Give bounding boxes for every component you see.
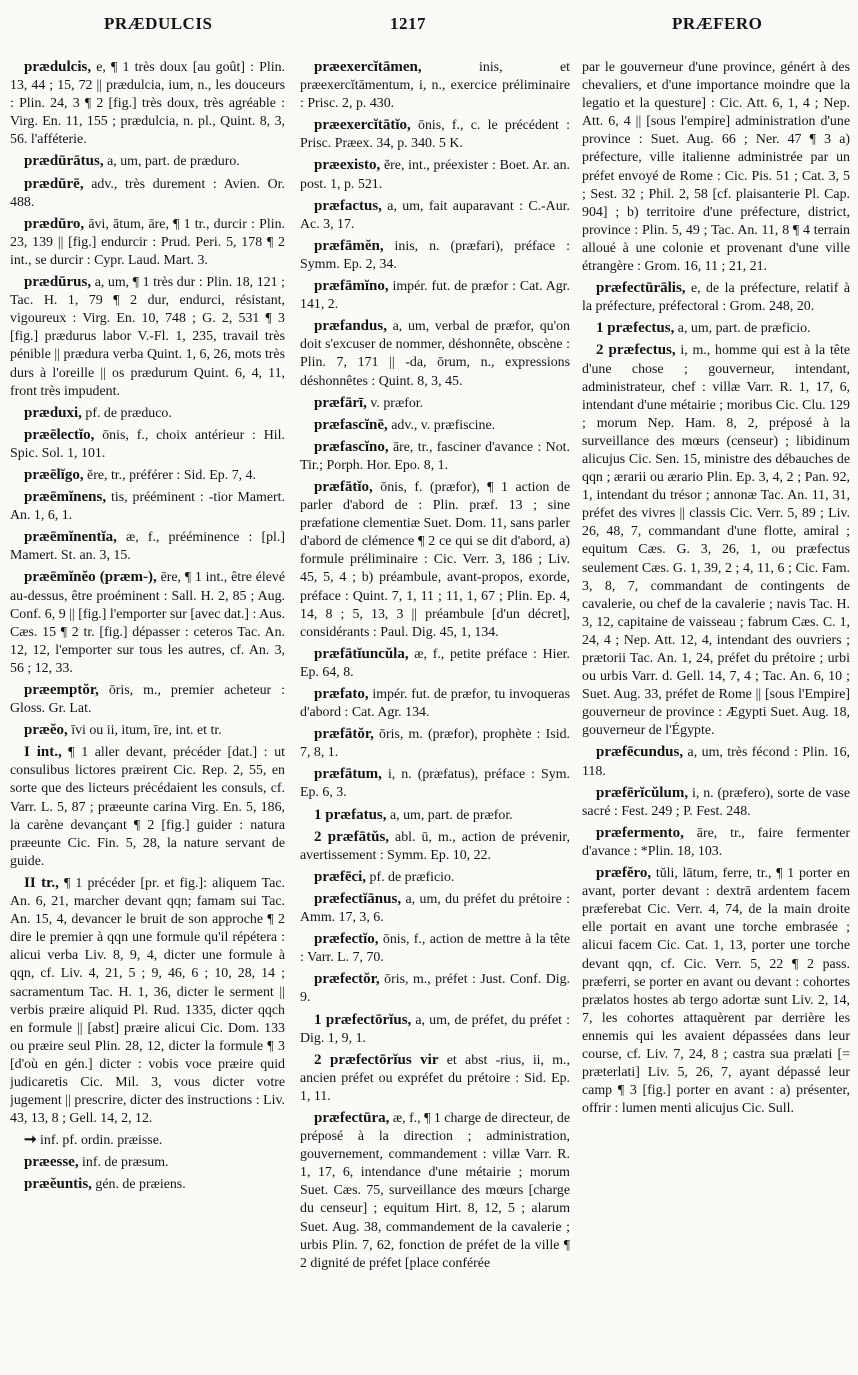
entry-headword: 2 præfectus, — [596, 342, 676, 359]
dictionary-entry — [582, 279, 850, 316]
entry-headword: præfĕro, — [596, 865, 652, 882]
entry-definition: ōris, m., premier acheteur : Gloss. Gr. Lat. — [10, 683, 285, 717]
dictionary-entry — [10, 58, 285, 149]
entry-headword: præĕuntis, — [24, 1176, 92, 1193]
dictionary-entry — [582, 824, 850, 861]
entry-definition: tŭli, lātum, ferre, tr., ¶ 1 porter en avant, porter devant : dextrā ardentem facem præferebat Cic. Verr. 4, 74, de la main droite elle portait en avant une torche embrasée ; alicui facem Cic. Cat. 1, 13, porter une torche devant qqn, cf. Cic. Verr. 5, 22 ¶ 2 pass. præferri, se porter en avant ou devant : cohortes prælatos hostes ab tergo adortæ sunt Liv. 2, 14, 7, les cohortes attaquèrent par derrière les ennemis qui les avaient dépassées dans leur course, cf. Liv. 7, 24, 8 ; castra sua prælati [= præterlati] Liv. 5, 26, 7, ayant dépassé leur camp ¶ 3 [fig.] porter en avant : a) présenter, offrir : lumen menti alicujus Cic. Sull. — [582, 866, 850, 1117]
entry-definition: æ, f., petite préface : Hier. Ep. 64, 8. — [300, 646, 570, 680]
dictionary-entry — [300, 438, 570, 475]
entry-headword: præfectŏr, — [314, 971, 380, 988]
entry-definition: inis, et præexercĭtāmentum, i, n., exercice préliminaire : Prisc. 2, p. 430. — [300, 60, 570, 112]
dictionary-entry — [10, 426, 285, 463]
entry-headword: I int., — [24, 744, 62, 761]
entry-headword: prædūro, — [24, 215, 85, 232]
entry-headword: præfātĭuncŭla, — [314, 645, 409, 662]
entry-headword: præfārī, — [314, 394, 367, 411]
entry-headword: prædūrus, — [24, 274, 92, 291]
entry-headword: præēmĭnentĭa, — [24, 529, 117, 546]
entry-definition: ĕre, int., préexister : Boet. Ar. an. post. 1, p. 521. — [300, 158, 570, 192]
dictionary-entry — [300, 416, 570, 435]
entry-definition: ōnis, f. (præfor), ¶ 1 action de parler d'abord de : Plin. præf. 13 ; sine præfatione clementiæ Suet. Dom. 11, sans parler d'abord de clémence ¶ 2 ce qui se dit d'abord, a) formule préliminaire : Cic. Verr. 3, 186 ; Liv. 45, 5, 4 ; b) préambule, avant-propos, exorde, préface : Quint. 7, 1, 11 ; 11, 1, 67 ; Plin. Ep. 4, 14, 8 ; 5, 13, 3 || préambule [d'un décret], considérants : Paul. Dig. 45, 1, 134. — [300, 479, 570, 640]
dictionary-entry — [10, 1175, 285, 1194]
entry-definition: a, um, ¶ 1 très dur : Plin. 18, 121 ; Tac. H. 1, 79 ¶ 2 dur, endurci, résistant, vigoureux : Virg. En. 10, 748 ; G. 2, 531 ¶ 3 [fig.] prædurus labor V.-Fl. 1, 235, travail très pénible || prædura verba Quint. 1, 6, 26, mots très durs à l'oreille || os prædurum Quint. 6, 4, 11, front très impudent. — [10, 275, 285, 399]
dictionary-entry — [300, 806, 570, 825]
entry-headword: præfāmĕn, — [314, 237, 384, 254]
entry-headword: prædūrātus, — [24, 153, 104, 170]
entry-definition: ¶ 1 aller devant, précéder [dat.] : ut consulibus lictores præirent Cic. Rep. 2, 55, en sorte que des licteurs précédaient les consuls, cf. Varr. L. 5, 87 ; præeunte carina Virg. En. 5, 186, la carène devançant ¶ 2 [fig.] guider : natura præeunte Cic. Fin. 5, 28, la nature servant de guide. — [10, 745, 285, 869]
dictionary-entry — [300, 116, 570, 153]
entry-definition: a, um, verbal de præfor, qu'on doit s'excuser de nommer, déshonnête, obscène : Plin. 7, 171 || -da, ōrum, n., expressions déshonnêtes : Quint. 8, 3, 45. — [300, 319, 570, 389]
entry-headword: prædūrē, — [24, 175, 84, 192]
entry-headword: præemptŏr, — [24, 682, 99, 698]
entry-definition: a, um, du préfet du prétoire : Amm. 17, 3, 6. — [300, 891, 570, 926]
header-first-word: PRÆDULCIS — [104, 14, 213, 33]
dictionary-entry — [10, 466, 285, 485]
entry-definition: a, um, part. de præduro. — [103, 154, 240, 170]
dictionary-entry — [300, 156, 570, 193]
dictionary-entry — [582, 58, 850, 276]
dictionary-entry — [10, 215, 285, 270]
entry-headword: præfātĭo, — [314, 478, 373, 495]
dictionary-entry — [300, 394, 570, 413]
entry-headword: præesse, — [24, 1154, 79, 1171]
entry-definition: e, de la préfecture, relatif à la préfecture, préfectoral : Grom. 248, 20. — [582, 281, 850, 315]
dictionary-entry — [582, 319, 850, 338]
entry-headword: præexisto, — [314, 157, 381, 174]
entry-definition: ēre, ¶ 1 int., être élevé au-dessus, être proéminent : Sall. H. 2, 85 ; Aug. Conf. 6, 9 || [fig.] l'emporter sur [avec dat.] : Aus. Cæs. 15 ¶ 2 tr. [fig.] dépasser : ceteros Tac. An. 12, 12, l'emporter sur tous les autres, cf. An. 3, 56 ; 12, 33. — [10, 570, 285, 676]
dictionary-entry — [300, 765, 570, 802]
entry-definition: īvi ou ii, itum, īre, int. et tr. — [67, 723, 222, 739]
entry-headword: præduxi, — [24, 404, 82, 421]
dictionary-entry — [300, 868, 570, 887]
entry-headword: præfactus, — [314, 197, 382, 214]
running-header — [0, 0, 858, 44]
entry-headword: præfātŏr, — [314, 726, 374, 743]
entry-headword: præĕo, — [24, 722, 68, 739]
entry-headword: præfectĭo, — [314, 931, 379, 948]
entry-definition: pf. de præficio. — [366, 869, 455, 885]
dictionary-entry — [300, 277, 570, 314]
entry-headword: 2 præfātŭs, — [314, 828, 390, 845]
entry-headword: præēlectĭo, — [24, 426, 95, 443]
dictionary-entry — [300, 685, 570, 722]
entry-definition: par le gouverneur d'une province, génért à des chevaliers, et d'une importance moindre que la legatio et la questure] : Cic. Att. 6, 1, 4 ; Nep. Att. 6, 4 || [sous l'empire] administration d'une province : Suet. Aug. 66 ; Ner. 47 ¶ 3 a) préfecture, ville italienne administrée par un préfet envoyé de Rome : Cic. Pis. 51 ; Cat. 3, 5 ; Sest. 32 ; Phil. 2, 58 [cf. plaisanterie Pl. Cap. 904] ; b) territoire d'une préfecture, district, province : Plin. 5, 49 ; Tac. An. 11, 8 ¶ 4 terrain alloué à une colonie et provenant d'une ville étrangère : Grom. 16, 11 ; 21, 21. — [582, 60, 850, 275]
entry-definition: v. præfor. — [366, 395, 424, 411]
dictionary-entry — [10, 404, 285, 423]
dictionary-entry — [10, 568, 285, 678]
dictionary-entry — [10, 175, 285, 212]
dictionary-entry — [300, 237, 570, 274]
dictionary-entry — [300, 317, 570, 390]
entry-definition: a, um, part. de præficio. — [674, 321, 811, 337]
entry-definition: gén. de præiens. — [91, 1177, 186, 1193]
entry-headword: præēlĭgo, — [24, 466, 84, 483]
entry-definition: ōris, m., préfet : Just. Conf. Dig. 9. — [300, 972, 570, 1006]
dictionary-entry — [10, 1131, 285, 1150]
entry-definition: ōnis, f., action de mettre à la tête : Varr. L. 7, 70. — [300, 932, 570, 966]
entry-definition: inf. de præsum. — [78, 1155, 169, 1171]
entry-definition: a, um, de préfet, du préfet : Dig. 1, 9, 1. — [300, 1012, 570, 1046]
entry-definition: a, um, très fécond : Plin. 16, 118. — [582, 745, 850, 779]
entry-headword: præfāmĭno, — [314, 278, 389, 295]
entry-definition: i, n. (præfero), sorte de vase sacré : Fest. 249 ; P. Fest. 248. — [582, 785, 850, 819]
dictionary-entry — [300, 828, 570, 865]
entry-definition: impér. fut. de præfor, tu invoqueras d'abord : Cat. Agr. 134. — [300, 687, 570, 721]
entry-headword: præfectĭānus, — [314, 890, 402, 907]
entry-definition: ĕre, tr., préférer : Sid. Ep. 7, 4. — [83, 467, 256, 483]
entry-definition: æ, f., prééminence : [pl.] Mamert. St. an. 3, 15. — [10, 530, 285, 564]
entry-headword: præēmĭnĕo (præm-), — [24, 569, 157, 586]
dictionary-entry — [300, 197, 570, 234]
entry-definition: pf. de præduco. — [81, 405, 172, 421]
dictionary-entry — [10, 681, 285, 718]
dictionary-entry — [300, 645, 570, 682]
entry-definition: āre, tr., faire fermenter d'avance : *Plin. 18, 103. — [582, 825, 850, 859]
dictionary-entry — [10, 721, 285, 740]
entry-headword: præfectūrālis, — [596, 280, 686, 297]
dictionary-entry — [582, 864, 850, 1118]
dictionary-entry — [10, 528, 285, 565]
entry-definition: adv., v. præfiscine. — [387, 417, 496, 433]
dictionary-entry — [10, 1153, 285, 1172]
entry-headword: 1 præfectus, — [596, 320, 675, 337]
entry-definition: et abst -rius, ii, m., ancien préfet ou expréfet du prétoire : Sid. Ep. 1, 11. — [300, 1052, 570, 1104]
dictionary-entry — [300, 890, 570, 927]
entry-headword: præēmĭnens, — [24, 489, 107, 506]
dictionary-entry — [300, 478, 570, 642]
entry-definition: ¶ 1 précéder [pr. et fig.]: aliquem Tac. An. 6, 21, marcher devant qqn; famam sui Tac. An. 15, 4, devancer le bruit de son approche ¶ 2 dire le premier à qqn une formule qu'il répétera : alicui verba Liv. 8, 9, 4, dicter une formule à qqn, cf. Liv. 4, 21, 5 ; 9, 46, 6 ; 10, 28, 14 ; sacramentum Tac. H. 1, 36, dicter le serment || verbis præire aliquid Pl. Rud. 1335, dicter qqch en formule || [abst] præire alicui Cic. Dom. 133 ou præire seul Plin. 28, 12, dicter la formule ¶ 3 [d'où en gén.] dicter : vobis voce præire quid judicaretis Cic. Mil. 3, vous dicter votre jugement || prescrire, dicter des instructions : Liv. 43, 13, 8 ; Gell. 14, 2, 12. — [10, 875, 285, 1127]
column-3 — [582, 58, 850, 1358]
dictionary-entry — [300, 970, 570, 1007]
dictionary-entry — [582, 743, 850, 780]
dictionary-entry — [300, 1011, 570, 1048]
entry-headword: 1 præfectōrĭus, — [314, 1011, 412, 1028]
entry-headword: præfermento, — [596, 824, 684, 841]
dictionary-entry — [10, 874, 285, 1128]
entry-definition: adv., très durement : Avien. Or. 488. — [10, 176, 285, 210]
entry-definition: e, ¶ 1 très doux [au goût] : Plin. 13, 44 ; 15, 72 || prædulcia, ium, n., les douceurs : Plin. 24, 3 ¶ 2 [fig.] très doux, très agréable : Virg. En. 11, 155 ; prædulcia, n. pl., Quint. 8, 3, 56. l'afféterie. — [10, 60, 285, 148]
entry-definition: ōris, m. (præfor), prophète : Isid. 7, 8, 1. — [300, 727, 570, 761]
entry-definition: inf. pf. ordin. præisse. — [36, 1133, 163, 1149]
dictionary-entry — [10, 273, 285, 401]
entry-headword: præexercĭtātĭo, — [314, 117, 411, 134]
entry-headword: præfato, — [314, 686, 369, 702]
entry-definition: ōnis, f., choix antérieur : Hil. Spic. Sol. 1, 101. — [10, 427, 285, 461]
entry-headword: præfēci, — [314, 868, 367, 885]
dictionary-entry — [582, 784, 850, 821]
entry-definition: a, um, fait auparavant : C.-Aur. Ac. 3, 17. — [300, 198, 570, 232]
dictionary-entry — [300, 725, 570, 762]
dictionary-entry — [300, 58, 570, 113]
entry-definition: ōnis, f., c. le précédent : Prisc. Præex. 34, p. 340. 5 K. — [300, 118, 570, 152]
dictionary-entry — [10, 152, 285, 171]
dictionary-entry — [10, 488, 285, 525]
dictionary-entry — [10, 743, 285, 871]
entry-headword: præfērĭcŭlum, — [596, 784, 689, 801]
entry-definition: āvi, ātum, āre, ¶ 1 tr., durcir : Plin. 23, 139 || [fig.] endurcir : Prud. Peri. 5, 178 ¶ 2 int., se durcir : Cypr. Laud. Mart. 3. — [10, 216, 285, 268]
entry-definition: inis, n. (præfari), préface : Symm. Ep. 2, 34. — [300, 238, 570, 272]
entry-definition: i, n. (præfatus), préface : Sym. Ep. 6, 3. — [300, 767, 570, 801]
entry-definition: i, m., homme qui est à la tête d'une chose ; gouverneur, intendant, administrateur, chef : villæ Varr. R. 1, 17, 6, intendant d'une métairie ; moribus Cic. Clu. 129 ; morum Nep. Ham. 8, 2, préposé à la surveillance des mœurs (censeur) ; libidinum alicujus Cic. Sen. 15, ministre des débauches de qqn ; ærarii ou ærario Plin. Ep. 3, 4, 2 ; Pan. 92, 1, intendant du trésor ; annonæ Tac. An. 11, 31, préfet des vivres || classis Cic. Verr. 5, 89 ; Liv. 26, 48, 7, commandant d'une flotte, amiral ; equitum Cæs. G. 3, 26, 1, ou præfectus seulement Cæs. G. 1, 39, 2 ; 4, 11, 6 ; Cic. Fam. 3, 8, 7, commandant de contingents de cavalerie, ou chef de la cavalerie ; navis Tac. H. 3, 12, capitaine de vaisseau ; fabrum Cæs. C. 1, 24, 4 ; Nep. Att. 12, 4, intendant des ouvriers ; prætorii Tac. An. 1, 24, préfet du prétoire ; urbi ou urbis Varr. d. Gell. 14, 7, 4 ; Tac. An. 6, 10 ; Suet. Aug. 33, préfet de Rome || [sous l'Empire] gouverneur de province : Ægypti Suet. Aug. 18, gouverneur de l'Égypte. — [582, 343, 850, 739]
entry-definition: tis, prééminent : -tior Mamert. An. 1, 6, 1. — [10, 490, 285, 524]
dictionary-entry — [300, 1051, 570, 1106]
dictionary-entry — [300, 1109, 570, 1273]
entry-headword: præfascĭnē, — [314, 416, 388, 433]
entry-headword: prædulcis, — [24, 59, 92, 75]
column-1 — [10, 58, 285, 1358]
entry-headword: præfascĭno, — [314, 438, 389, 455]
entry-definition: impér. fut. de præfor : Cat. Agr. 141, 2. — [300, 279, 570, 313]
dictionary-entry — [300, 930, 570, 967]
dictionary-entry — [582, 341, 850, 740]
entry-headword: præfēcundus, — [596, 744, 684, 761]
entry-headword: II tr., — [24, 874, 59, 891]
entry-headword: 2 præfectōrĭus vir — [314, 1051, 439, 1068]
page-number: 1217 — [390, 14, 426, 33]
column-2 — [300, 58, 570, 1358]
entry-headword: præfectūra, — [314, 1109, 390, 1126]
entry-definition: æ, f., ¶ 1 charge de directeur, de préposé à la direction ; administration, gouvernement, commandement : villæ Varr. R. 1, 17, 6, intendance d'une métairie ; morum Suet. Cæs. 75, surveillance des mœurs [charge du censeur] ; equitum Hirt. 8, 12, 5 ; alarum Suet. Aug. 38, commandement de la cavalerie ; urbis Plin. 7, 62, fonction de préfet de la ville ¶ 2 dignité de préfet [place conférée — [300, 1110, 570, 1271]
entry-headword: præfandus, — [314, 318, 387, 335]
entry-headword: præfātum, — [314, 766, 382, 783]
entry-headword: 1 præfatus, — [314, 806, 387, 823]
header-last-word: PRÆFERO — [672, 14, 763, 33]
entry-definition: a, um, part. de præfor. — [386, 807, 513, 823]
entry-headword: præexercĭtāmen, — [314, 59, 422, 75]
entry-definition: abl. ū, m., action de prévenir, avertissement : Symm. Ep. 10, 22. — [300, 829, 570, 863]
entry-headword: ➞ — [24, 1132, 37, 1149]
entry-definition: āre, tr., fasciner d'avance : Not. Tir.; Porph. Hor. Epo. 8, 1. — [300, 439, 570, 473]
